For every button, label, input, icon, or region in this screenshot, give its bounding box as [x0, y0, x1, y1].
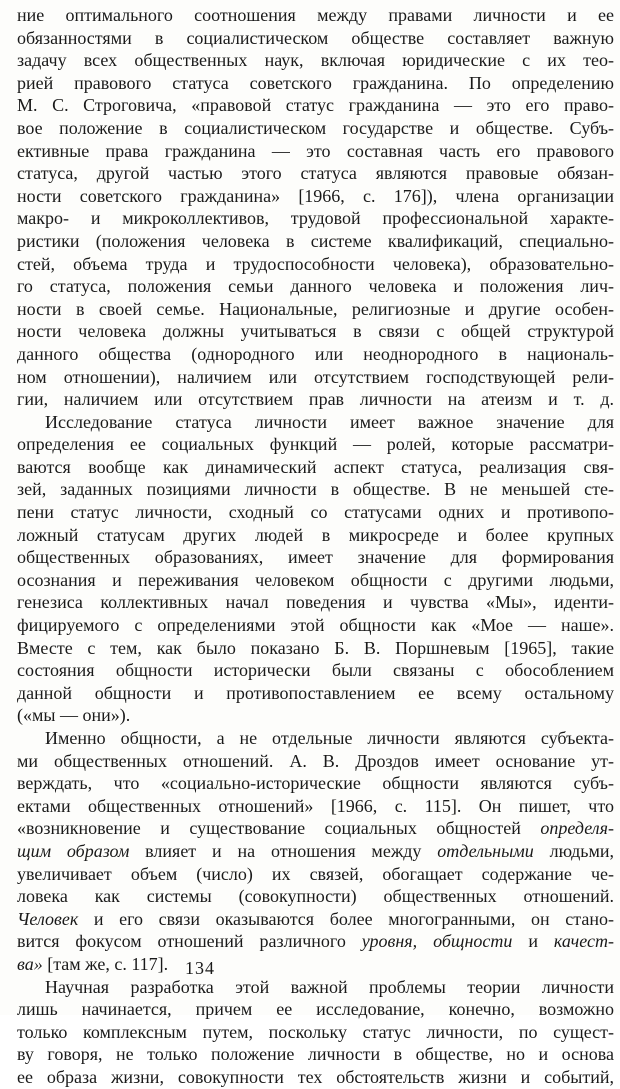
text-line: ектами общественных отношений» [1966, с. 115]. Он пишет, что — [17, 795, 614, 816]
text-line: («мы — они»). — [17, 705, 131, 726]
page-text — [17, 4, 614, 1089]
text-fragment: «возникновение и существование социальных общностей — [17, 818, 541, 839]
text-line: обязанностями в социалистическом обществе составляет важную — [17, 27, 614, 48]
text-line: ективные права гражданина — это составная часть его правового — [17, 140, 614, 161]
text-line: рией правового статуса советского гражданина. По определению — [17, 72, 614, 93]
text-line: верждать, что «социально-исторические общности являются субъ- — [17, 773, 614, 794]
text-line: лишь начинается, причем ее исследование, конечно, возможно — [17, 999, 614, 1020]
text-line: ности советского гражданина» [1966, с. 176]), члена организации — [17, 185, 614, 206]
italic-fragment: щим образом — [17, 840, 130, 861]
text-line: го статуса, положения семьи данного человека и положения лич- — [17, 276, 614, 297]
text-fragment: вится фокусом отношений различного — [17, 931, 362, 952]
text-line: статуса, другой частью этого статуса являются правовые обязан- — [17, 163, 614, 184]
text-line: Научная разработка этой важной проблемы теории личности — [45, 976, 614, 997]
text-line — [17, 908, 614, 931]
text-line: генезиса коллективных начал поведения и чувства «Мы», иденти- — [17, 592, 614, 613]
text-line: ми общественных отношений. А. В. Дроздов имеет основание ут- — [17, 750, 614, 771]
italic-fragment: Человек — [17, 908, 79, 929]
text-line: ее образа жизни, совокупности тех обстоятельств жизни и событий, — [17, 1066, 614, 1087]
text-line: ном отношении), наличием или отсутствием господствующей рели- — [17, 366, 614, 387]
text-line: определения ее социальных функций — ролей, которые рассматри- — [17, 434, 614, 455]
text-line: зей, заданных позициями личности в обществе. В не меньшей сте- — [17, 479, 614, 500]
text-fragment: [там же, с. 117]. — [42, 953, 169, 974]
text-line: макро- и микроколлективов, трудовой профессиональной характе- — [17, 208, 614, 229]
text-line: состояния общности исторически были связаны с обособлением — [17, 660, 614, 681]
text-line: Вместе с тем, как было показано Б. В. Поршневым [1965], такие — [17, 637, 614, 658]
text-line: задачу всех общественных наук, включая юридические с их тео- — [17, 50, 614, 71]
italic-fragment: уровня, общности — [361, 931, 513, 952]
text-line: М. С. Строговича, «правовой статус гражданина — это его право- — [17, 95, 614, 116]
text-line: общественных образованиях, имеет значение для формирования — [17, 547, 614, 568]
text-line: ристики (положения человека в системе квалификаций, специально- — [17, 230, 614, 251]
text-line: ности в своей семье. Национальные, религиозные и другие особен- — [17, 298, 614, 319]
text-line: данного общества (однородного или неоднородного в националь- — [17, 343, 614, 364]
text-fragment: и его связи оказываются более многогранными, он стано- — [78, 908, 614, 929]
text-line: стей, объема труда и трудоспособности человека), образовательно- — [17, 253, 614, 274]
text-line: ваются вообще как динамический аспект статуса, реализация свя- — [17, 456, 614, 477]
text-fragment: и — [512, 931, 554, 952]
text-fragment: влияет и на отношения между — [129, 840, 438, 861]
text-line: Именно общности, а не отдельные личности являются субъекта- — [45, 728, 614, 748]
text-fragment: людьми, — [533, 840, 615, 861]
page-number: 134 — [185, 958, 215, 978]
italic-fragment: ва» — [17, 953, 43, 974]
text-line — [17, 817, 614, 840]
italic-fragment: отдельными — [437, 840, 534, 861]
text-line: гии, наличием или отсутствием прав личности на атеизм и т. д. — [17, 389, 614, 410]
text-line: ложный статусам других людей в микросреде и более крупных — [17, 524, 614, 545]
text-line: Исследование статуса личности имеет важное значение для — [45, 411, 614, 432]
text-line: увеличивает объем (число) их связей, обогащает содержание че- — [17, 863, 614, 884]
text-line: только комплексным путем, поскольку статус личности, по сущест- — [17, 1021, 614, 1042]
text-line: пени статус личности, сходный со статусами одних и противопо- — [17, 502, 614, 523]
text-line — [17, 840, 614, 863]
text-line: ловека как системы (совокупности) общественных отношений. — [17, 886, 614, 907]
text-line: ности человека должны учитываться в связи с общей структурой — [17, 321, 614, 342]
text-line: ву говоря, не только положение личности в обществе, но и основа — [17, 1044, 614, 1065]
italic-fragment: качест- — [553, 931, 614, 952]
text-line: ние оптимального соотношения между правами личности и ее — [17, 5, 614, 25]
italic-fragment: определя- — [540, 818, 614, 839]
text-line: осознания и переживания человеком общности с другими людьми, — [17, 569, 614, 590]
text-line: фицируемого с определениями этой общности как «Мое — наше». — [17, 615, 614, 636]
text-line: данной общности и противопоставлением ее всему остальному — [17, 682, 614, 703]
text-line: вое положение в социалистическом государстве и обществе. Субъ- — [17, 117, 614, 138]
text-line — [17, 930, 614, 953]
